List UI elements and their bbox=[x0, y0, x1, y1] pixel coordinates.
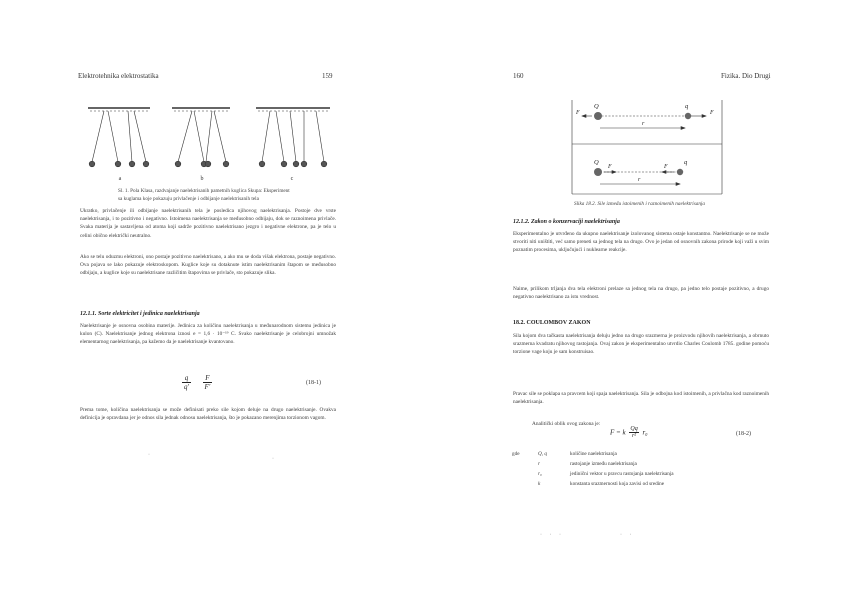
figure-caption bbox=[118, 188, 328, 204]
left-page-footer-marks: · bbox=[148, 452, 153, 458]
legend-symbol: k bbox=[538, 481, 541, 487]
left-page-number: 159 bbox=[322, 72, 333, 80]
coulomb-equation-number: (18-2) bbox=[736, 431, 751, 437]
legend-description: jedinični vektor u pravcu rastojanja naelektrisanja bbox=[570, 471, 674, 477]
figure-label-c: c bbox=[290, 176, 294, 182]
bottom-charge-q2: q bbox=[684, 159, 688, 166]
pendulum-group-a bbox=[88, 108, 150, 167]
legend-row bbox=[512, 459, 790, 469]
right-page-number: 160 bbox=[513, 72, 524, 80]
ratio-equation-number: (18-1) bbox=[306, 380, 321, 386]
right-section-2-heading: 18.2. COULOMBOV ZAKON bbox=[513, 320, 591, 326]
legend-row bbox=[512, 469, 790, 479]
right-paragraph-5: Analitički oblik ovog zakona je: bbox=[532, 421, 601, 427]
symbol-legend bbox=[512, 449, 790, 489]
ratio-lhs-numerator: q bbox=[182, 374, 191, 383]
left-paragraph-2: Ako se telu oduzmu elektroni, ono postaje pozitivno naelektrisano, a ako mu se doda višak elektrona, postaje negativno. Ova pojava se lako pokazuje elektroskopom. Kuglice koje su dotaknute istim naelektrisanim štapom se međusobno odbijaju, a kuglice koje su naelektrisane različitim štapovima se privlače, sto pokazuje slika. bbox=[80, 254, 336, 277]
ratio-lhs-denominator: q' bbox=[184, 383, 189, 391]
left-section-heading: 12.1.1. Sorte elektricitet i jedinica naelektrisanja bbox=[80, 311, 200, 317]
right-paragraph-3: Sila kojom dva tačkasta naelektrisanja deluju jedno na drugo srazmerna je proizvodu njihovih naelektrisanja, a obrnuto srazmerna kvadratu njihovog rastojanja. Ovaj zakon je eksperimentalno utvrdio Charles Coulomb 1785. godine pomoću torzione vage koju je sam konstruisao. bbox=[513, 333, 769, 356]
legend-description: rastojanje između naelektrisanja bbox=[570, 461, 637, 467]
diagram-caption: Slika 18.2. Sile između istoimenih i raznoimenih naelektrisanja bbox=[574, 201, 705, 207]
top-force-left: F bbox=[576, 110, 580, 116]
left-paragraph-4: Prema tome, količina naelektrisanja se može definisati preko sile kojom deluje na drugo naelektrisanje. Ovakva definicija je opravdana jer je odnos sila jednak odnosu naelektrisanja, što je pokazano merenjima torzionom vagom. bbox=[80, 407, 336, 422]
legend-symbol: r₀ bbox=[538, 471, 542, 477]
pendulum-group-b bbox=[172, 108, 230, 167]
legend-description: količine naelektrisanja bbox=[570, 451, 617, 457]
coulomb-eq-lhs: F = k bbox=[610, 428, 626, 437]
bottom-force-right: F bbox=[664, 164, 668, 170]
right-paragraph-1: Eksperimentalno je utvrđeno da ukupno naelektrisanje izolovanog sistema ostaje konstantno. Naelektrisanje se ne može stvoriti niti uništiti, već samo preneti sa jednog tela na drugo. Ovo je jedan od osnovnih zakona prirode koji važi u svim poznatim procesima, uključujući i nuklearne reakcije. bbox=[513, 231, 769, 254]
right-page-footer-marks-2: · · bbox=[620, 532, 635, 538]
ratio-equation bbox=[182, 374, 212, 391]
left-page-header-title: Elektrotehnika elektrostatika bbox=[78, 72, 159, 80]
bottom-force-left: F bbox=[608, 164, 612, 170]
figure-label-b: b bbox=[200, 176, 204, 182]
figure-caption-line-2: sa kuglama koje pokazuju privlačenje i odbijanje naelektrisanih tela bbox=[118, 195, 259, 202]
ratio-rhs-numerator: F bbox=[203, 374, 213, 383]
coulomb-eq-denominator: r² bbox=[631, 433, 637, 439]
top-charge-q1: Q bbox=[594, 103, 599, 110]
right-page-footer-marks: · · · bbox=[540, 532, 564, 538]
coulomb-eq-unit-vector: r₀ bbox=[642, 428, 648, 437]
top-distance-r: r bbox=[642, 121, 645, 127]
legend-where: gde bbox=[512, 451, 520, 457]
legend-row bbox=[512, 479, 790, 489]
coulomb-eq-numerator: Qq bbox=[630, 426, 638, 432]
legend-symbol: r bbox=[538, 461, 541, 467]
legend-row bbox=[512, 449, 790, 459]
figure-label-a: a bbox=[118, 176, 122, 182]
right-page bbox=[424, 0, 848, 600]
right-paragraph-2: Naime, prilikom trljanja dva tela elektroni prelaze sa jednog tela na drugo, pa jedno telo postaje pozitivno, a drugo negativno naelektrisano za istu vrednost. bbox=[513, 286, 769, 301]
top-charge-q2: q bbox=[685, 103, 689, 110]
legend-description: konstanta srazmernosti koja zavisi od sredine bbox=[570, 481, 665, 487]
ratio-rhs-denominator: F' bbox=[204, 383, 211, 391]
figure-caption-line-1: Sl. 1. Pola Klasa, razdvajanje naelektrisanih pametnih kuglica Skupa: Eksperiment bbox=[118, 188, 290, 194]
right-paragraph-4: Pravac sile se poklapa sa pravcem koji spaja naelektrisanja. Sila je odbojna kod istoimenih, a privlačna kod raznoimenih naelektrisanja. bbox=[513, 391, 769, 406]
right-page-header-title: Fizika. Dio Drugi bbox=[721, 72, 771, 80]
legend-symbol: Q, q bbox=[538, 451, 547, 457]
bottom-distance-r: r bbox=[638, 177, 641, 183]
left-page-footer-marks-2: · bbox=[272, 456, 277, 462]
bottom-charge-q1: Q bbox=[594, 159, 599, 166]
coulomb-force-diagram bbox=[570, 98, 724, 198]
pendulum-group-c bbox=[256, 108, 330, 167]
top-force-right: F bbox=[710, 110, 714, 116]
left-paragraph-1: Ukratko, privlačenje ili odbijanje naelektrisanih tela je posledica njihovog naelektrisanja. Postoje dve vrste naelektrisanja, i to pozitivno i negativno. Istoimena naelektrisanja se međusobno odbijaju, dok se raznoimena privlače. Svaka materija je sastavljena od atoma koji sadrže pozitivno naelektrisano jezgro i negativne elektrone, pa je telo u celini obično električki neutralno. bbox=[80, 208, 336, 239]
right-section-1-heading: 12.1.2. Zakon o konzervaciji naelektrisanja bbox=[513, 219, 620, 225]
coulomb-equation bbox=[610, 426, 648, 439]
pendulum-figure bbox=[80, 100, 336, 186]
left-paragraph-3: Naelektrisanje je osnovna osobina materije. Jedinica za količinu naelektrisanja u međunarodnom sistemu jedinica je kulon (C). Naelektrisanje jednog elektrona iznosi e = 1,6 · 10⁻¹⁹ C. Svako naelektrisanje je celobrojni umnožak elementarnog naelektrisanja, pa kažemo da je naelektrisanje kvantovano. bbox=[80, 323, 336, 346]
